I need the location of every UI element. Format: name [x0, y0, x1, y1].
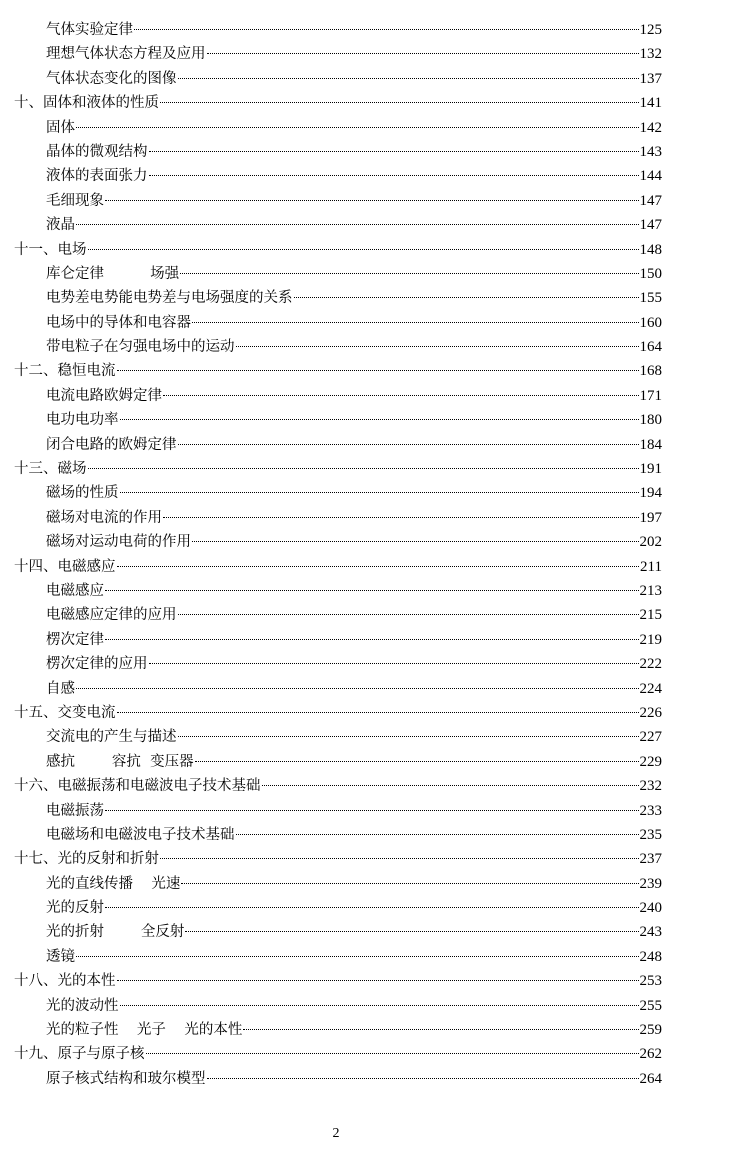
toc-entry-title: 十二、稳恒电流: [14, 363, 116, 380]
toc-dot-leader: [105, 590, 639, 591]
toc-entry-title: 光的波动性: [46, 997, 119, 1014]
toc-entry-page: 255: [639, 997, 662, 1014]
toc-entry-title: 电流电路欧姆定律: [46, 387, 162, 404]
toc-entry-page: 253: [639, 973, 662, 990]
toc-entry-title: 原子核式结构和玻尔模型: [46, 1070, 206, 1087]
toc-dot-leader: [76, 224, 639, 225]
toc-entry-title: 十六、电磁振荡和电磁波电子技术基础: [14, 778, 261, 795]
toc-chapter-entry[interactable]: [14, 969, 662, 993]
toc-dot-leader: [178, 444, 639, 445]
toc-entry-title: 楞次定律的应用: [46, 656, 148, 673]
toc-dot-leader: [294, 297, 639, 298]
toc-dot-leader: [207, 53, 639, 54]
toc-dot-leader: [160, 102, 639, 103]
toc-chapter-entry[interactable]: [14, 91, 662, 115]
toc-section-entry[interactable]: [14, 945, 662, 969]
toc-chapter-entry[interactable]: [14, 847, 662, 871]
toc-entry-page: 171: [639, 387, 662, 404]
toc-entry-page: 262: [639, 1046, 662, 1063]
toc-dot-leader: [88, 249, 639, 250]
toc-entry-page: 155: [639, 290, 662, 307]
toc-entry-title: 气体实验定律: [46, 22, 133, 38]
toc-dot-leader: [192, 541, 639, 542]
toc-dot-leader: [117, 980, 639, 981]
toc-section-entry[interactable]: [14, 579, 662, 603]
toc-entry-page: 164: [639, 339, 662, 356]
toc-dot-leader: [195, 761, 639, 762]
toc-entry-title: 带电粒子在匀强电场中的运动: [46, 339, 235, 356]
toc-chapter-entry[interactable]: [14, 701, 662, 725]
toc-section-entry[interactable]: [14, 872, 662, 896]
toc-entry-title: 库仑定律 场强: [46, 265, 180, 282]
toc-dot-leader: [105, 810, 639, 811]
toc-dot-leader: [120, 419, 639, 420]
toc-entry-page: 264: [639, 1070, 662, 1087]
toc-dot-leader: [178, 614, 639, 615]
toc-dot-leader: [163, 395, 639, 396]
toc-entry-page: 148: [639, 241, 662, 258]
toc-entry-title: 十五、交变电流: [14, 704, 116, 721]
toc-entry-title: 气体状态变化的图像: [46, 70, 177, 87]
toc-dot-leader: [192, 322, 639, 323]
toc-entry-page: 222: [639, 656, 662, 673]
toc-entry-title: 理想气体状态方程及应用: [46, 46, 206, 63]
toc-section-entry[interactable]: [14, 823, 662, 847]
toc-entry-page: 150: [639, 265, 662, 282]
toc-chapter-entry[interactable]: [14, 238, 662, 262]
toc-section-entry[interactable]: [14, 286, 662, 310]
toc-dot-leader: [149, 151, 639, 152]
toc-entry-page: 184: [639, 436, 662, 453]
toc-dot-leader: [105, 639, 639, 640]
toc-entry-title: 十七、光的反射和折射: [14, 851, 159, 868]
toc-section-entry[interactable]: [14, 140, 662, 164]
toc-entry-page: 224: [639, 680, 662, 697]
toc-entry-title: 十一、电场: [14, 241, 87, 258]
toc-entry-title: 晶体的微观结构: [46, 143, 148, 160]
toc-entry-page: 132: [639, 46, 662, 63]
toc-entry-page: 168: [639, 363, 662, 380]
toc-entry-title: 液晶: [46, 217, 75, 234]
page-number: 2: [332, 1126, 340, 1141]
toc-entry-title: 毛细现象: [46, 192, 104, 209]
toc-entry-page: 213: [639, 582, 662, 599]
toc-section-entry[interactable]: [14, 67, 662, 91]
toc-entry-page: 147: [639, 192, 662, 209]
toc-entry-page: 143: [639, 143, 662, 160]
toc-entry-page: 259: [639, 1022, 662, 1039]
toc-entry-title: 透镜: [46, 948, 75, 965]
toc-entry-title: 固体: [46, 119, 75, 136]
toc-entry-title: 光的折射 全反射: [46, 924, 185, 941]
toc-section-entry[interactable]: [14, 920, 662, 944]
toc-entry-title: 磁场的性质: [46, 485, 119, 502]
toc-entry-title: 电磁感应定律的应用: [46, 607, 177, 624]
toc-entry-page: 227: [639, 729, 662, 746]
toc-entry-page: 160: [639, 314, 662, 331]
toc-section-entry[interactable]: [14, 311, 662, 335]
toc-section-entry[interactable]: [14, 116, 662, 140]
toc-chapter-entry[interactable]: [14, 774, 662, 798]
toc-entry-page: 142: [639, 119, 662, 136]
toc-dot-leader: [117, 712, 639, 713]
toc-entry-title: 感抗 容抗 变压器: [46, 753, 194, 770]
toc-entry-title: 十四、电磁感应: [14, 558, 116, 575]
toc-section-entry[interactable]: [14, 628, 662, 652]
toc-entry-title: 光的直线传播 光速: [46, 875, 181, 892]
toc-entry-title: 十、固体和液体的性质: [14, 95, 159, 112]
toc-section-entry[interactable]: [14, 42, 662, 66]
toc-dot-leader: [76, 956, 639, 957]
toc-dot-leader: [120, 1005, 639, 1006]
toc-section-entry[interactable]: [14, 603, 662, 627]
toc-entry-title: 液体的表面张力: [46, 168, 148, 185]
toc-dot-leader: [76, 688, 639, 689]
toc-section-entry[interactable]: [14, 384, 662, 408]
toc-dot-leader: [185, 931, 638, 932]
toc-dot-leader: [243, 1029, 638, 1030]
toc-section-entry[interactable]: [14, 213, 662, 237]
toc-dot-leader: [149, 175, 639, 176]
toc-entry-page: 226: [639, 704, 662, 721]
toc-section-entry[interactable]: [14, 799, 662, 823]
toc-dot-leader: [262, 785, 639, 786]
toc-entry-page: 239: [639, 875, 662, 892]
toc-section-entry[interactable]: [14, 994, 662, 1018]
toc-dot-leader: [120, 492, 639, 493]
toc-chapter-entry[interactable]: [14, 555, 662, 579]
toc-dot-leader: [163, 517, 639, 518]
toc-entry-page: 235: [639, 826, 662, 843]
toc-dot-leader: [181, 883, 638, 884]
toc-entry-page: 197: [639, 509, 662, 526]
toc-entry-page: 233: [639, 802, 662, 819]
toc-entry-title: 闭合电路的欧姆定律: [46, 436, 177, 453]
toc-section-entry[interactable]: [14, 164, 662, 188]
toc-dot-leader: [105, 200, 639, 201]
toc-entry-page: 191: [639, 461, 662, 478]
toc-dot-leader: [149, 663, 639, 664]
toc-dot-leader: [88, 468, 639, 469]
toc-entry-title: 楞次定律: [46, 631, 104, 648]
toc-dot-leader: [117, 566, 640, 567]
toc-section-entry[interactable]: [14, 408, 662, 432]
toc-section-entry[interactable]: [14, 750, 662, 774]
toc-entry-title: 光的反射: [46, 900, 104, 917]
toc-entry-page: 240: [639, 900, 662, 917]
toc-entry-page: 215: [639, 607, 662, 624]
toc-entry-title: 电势差电势能电势差与电场强度的关系: [46, 290, 293, 307]
toc-dot-leader: [180, 273, 638, 274]
toc-dot-leader: [105, 907, 639, 908]
toc-dot-leader: [236, 346, 639, 347]
toc-entry-page: 194: [639, 485, 662, 502]
toc-dot-leader: [146, 1053, 639, 1054]
toc-dot-leader: [236, 834, 639, 835]
toc-section-entry[interactable]: [14, 335, 662, 359]
toc-dot-leader: [134, 29, 639, 30]
toc-entry-page: 202: [639, 534, 662, 551]
toc-dot-leader: [178, 78, 639, 79]
toc-entry-title: 电磁场和电磁波电子技术基础: [46, 826, 235, 843]
toc-dot-leader: [76, 127, 639, 128]
toc-entry-title: 磁场对运动电荷的作用: [46, 534, 191, 551]
toc-section-entry[interactable]: [14, 433, 662, 457]
toc-entry-page: 211: [640, 558, 662, 575]
toc-section-entry[interactable]: [14, 725, 662, 749]
toc-section-entry[interactable]: [14, 1018, 662, 1042]
toc-section-entry[interactable]: [14, 481, 662, 505]
toc-entry-title: 交流电的产生与描述: [46, 729, 177, 746]
toc-entry-title: 磁场对电流的作用: [46, 509, 162, 526]
toc-entry-title: 电场中的导体和电容器: [46, 314, 191, 331]
toc-chapter-entry[interactable]: [14, 359, 662, 383]
toc-entry-page: 137: [639, 70, 662, 87]
toc-entry-page: 237: [639, 851, 662, 868]
toc-entry-title: 电功电功率: [46, 412, 119, 429]
toc-section-entry[interactable]: [14, 506, 662, 530]
toc-entry-title: 电磁振荡: [46, 802, 104, 819]
toc-entry-page: 180: [639, 412, 662, 429]
toc-entry-page: 147: [639, 217, 662, 234]
toc-dot-leader: [160, 858, 639, 859]
toc-dot-leader: [117, 370, 639, 371]
toc-entry-title: 十八、光的本性: [14, 973, 116, 990]
toc-entry-page: 229: [639, 753, 662, 770]
table-of-contents: [14, 18, 662, 1091]
toc-entry-title: 光的粒子性 光子 光的本性: [46, 1022, 243, 1039]
toc-chapter-entry[interactable]: [14, 457, 662, 481]
toc-entry-page: 248: [639, 948, 662, 965]
toc-chapter-entry[interactable]: [14, 1042, 662, 1066]
toc-section-entry[interactable]: [14, 262, 662, 286]
toc-section-entry[interactable]: [14, 1067, 662, 1091]
toc-section-entry[interactable]: [14, 189, 662, 213]
toc-entry-page: 144: [639, 168, 662, 185]
toc-entry-page: 243: [639, 924, 662, 941]
toc-entry-page: 141: [639, 95, 662, 112]
toc-section-entry[interactable]: [14, 652, 662, 676]
toc-entry-page: 125: [639, 22, 662, 38]
toc-dot-leader: [178, 736, 639, 737]
toc-entry-title: 自感: [46, 680, 75, 697]
toc-section-entry[interactable]: [14, 677, 662, 701]
toc-dot-leader: [207, 1078, 639, 1079]
toc-section-entry[interactable]: [14, 530, 662, 554]
toc-section-entry[interactable]: [14, 896, 662, 920]
toc-entry-page: 232: [639, 778, 662, 795]
toc-entry-page: 219: [639, 631, 662, 648]
toc-entry-title: 十三、磁场: [14, 461, 87, 478]
toc-entry-title: 电磁感应: [46, 582, 104, 599]
toc-section-entry[interactable]: [14, 18, 662, 42]
toc-entry-title: 十九、原子与原子核: [14, 1046, 145, 1063]
